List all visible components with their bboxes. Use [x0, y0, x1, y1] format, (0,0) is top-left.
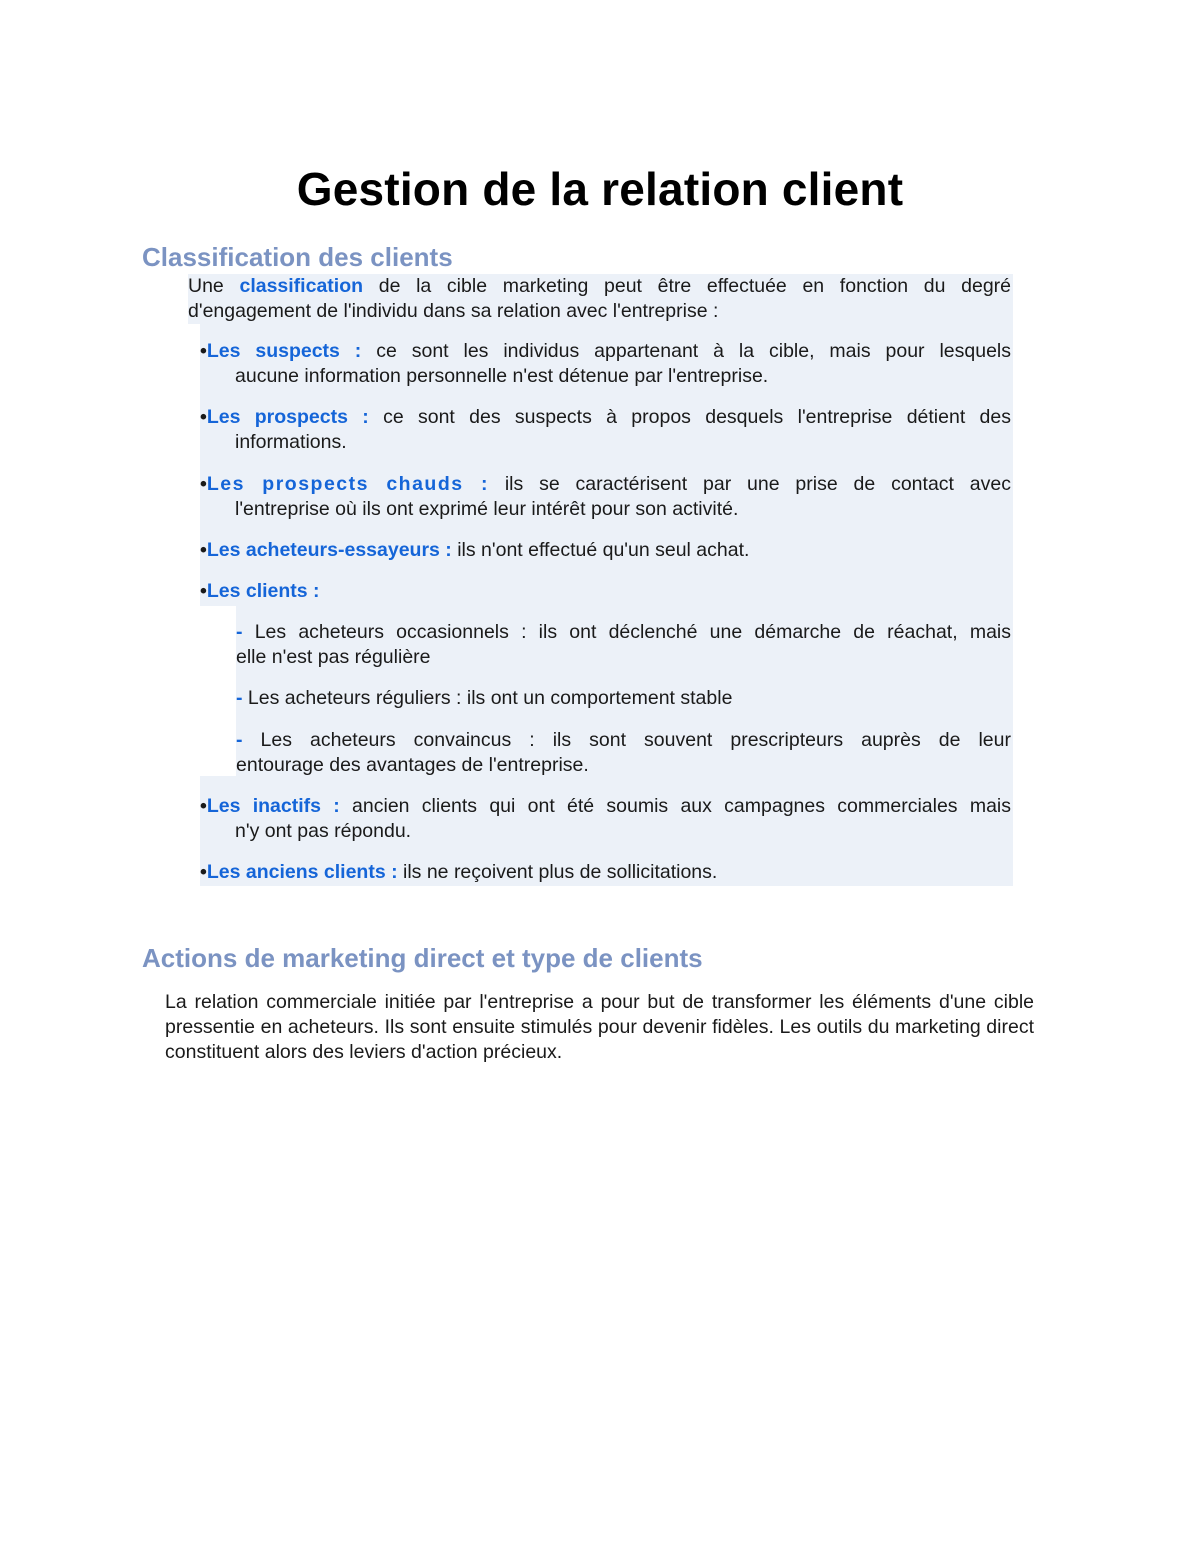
- bullet-icon: •: [200, 340, 207, 362]
- section-heading-classification: Classification des clients: [142, 242, 453, 272]
- bullet-icon: •: [200, 539, 207, 561]
- list-item-anciens-clients: •Les anciens clients : ils ne reçoivent plus de sollicitations.: [200, 861, 718, 883]
- list-item-prospects: •Les prospects : ce sont des suspects à propos desquels l'entreprise détient des informations.: [200, 406, 1011, 453]
- sub-item-convaincus: - Les acheteurs convaincus : ils sont souvent prescripteurs auprès de leur entourage des avantages de l'entreprise.: [236, 729, 1011, 776]
- dash-icon: -: [236, 621, 243, 643]
- list-item-prospects-chauds: •Les prospects chauds : ils se caractérisent par une prise de contact avec l'entreprise où ils ont exprimé leur intérêt pour son activité.: [200, 473, 1011, 520]
- bullet-icon: •: [200, 406, 207, 428]
- sub-item-occasionnels: - Les acheteurs occasionnels : ils ont déclenché une démarche de réachat, mais elle n'est pas régulière: [236, 621, 1011, 668]
- bullet-icon: •: [200, 580, 207, 602]
- bullet-icon: •: [200, 473, 207, 495]
- dash-icon: -: [236, 729, 243, 751]
- dash-icon: -: [236, 687, 243, 709]
- list-item-suspects: •Les suspects : ce sont les individus appartenant à la cible, mais pour lesquels aucune information personnelle n'est détenue par l'entreprise.: [200, 340, 1011, 387]
- section-heading-actions: Actions de marketing direct et type de clients: [142, 943, 703, 973]
- classification-highlight: classification: [239, 275, 364, 297]
- page-title: Gestion de la relation client: [296, 163, 904, 215]
- list-item-acheteurs-essayeurs: •Les acheteurs-essayeurs : ils n'ont effectué qu'un seul achat.: [200, 539, 750, 561]
- bullet-icon: •: [200, 861, 207, 883]
- intro-paragraph: Une classification de la cible marketing peut être effectuée en fonction du degré d'engagement de l'individu dans sa relation avec l'entreprise :: [188, 275, 1012, 322]
- sub-item-reguliers: - Les acheteurs réguliers : ils ont un comportement stable: [236, 687, 733, 709]
- actions-paragraph: La relation commerciale initiée par l'entreprise a pour but de transformer les éléments d'une cible pressentie en acheteurs. Ils sont ensuite stimulés pour devenir fidèles. Les outils du marketing direct constituent alors des leviers d'action précieux.: [165, 991, 1034, 1063]
- list-item-clients: •Les clients :: [200, 580, 320, 602]
- list-item-inactifs: •Les inactifs : ancien clients qui ont été soumis aux campagnes commerciales mais n'y ont pas répondu.: [200, 795, 1012, 842]
- bullet-icon: •: [200, 795, 207, 817]
